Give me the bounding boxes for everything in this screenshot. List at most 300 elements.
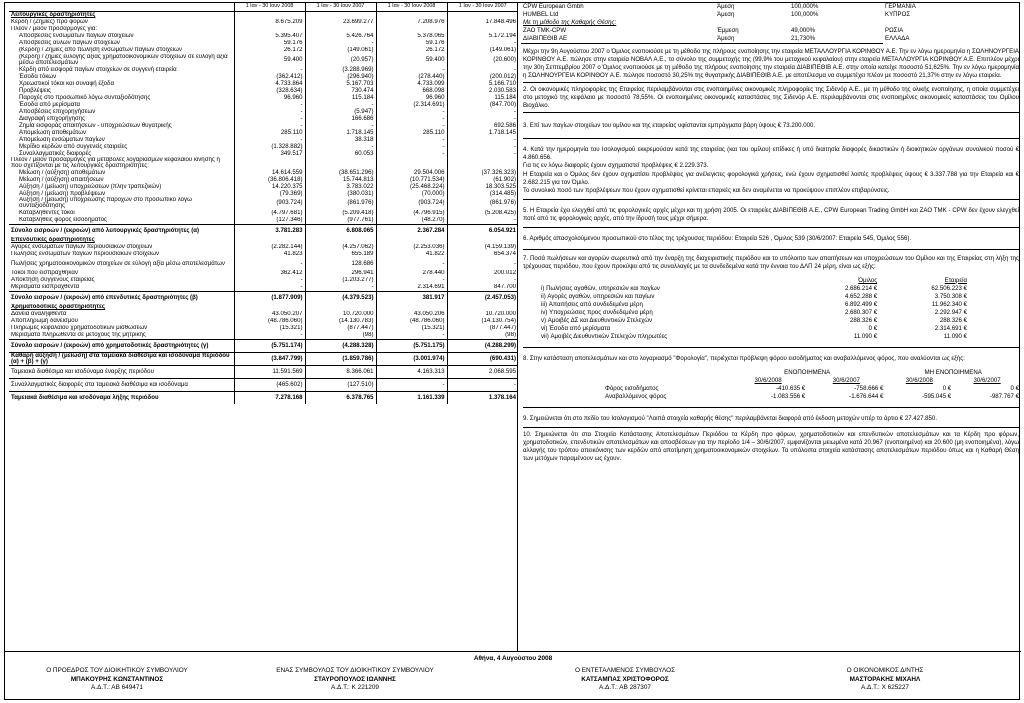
signature-block: Ο ΕΝΤΕΤΑΛΜΕΝΟΣ ΣΥΜΒΟΥΛΟΣ ΚΑΤΣΑΜΠΑΣ ΧΡΙΣΤΟΦΟΡΟΣ Α.Δ.Τ.: ΑΒ 287307 [574,667,676,692]
row-value: (296.940) [305,73,376,80]
cash-flow-row [9,47,518,54]
row-label: Μείωση / (αύξηση) αποθεμάτων [19,169,106,176]
cash-flow-row [9,129,518,136]
note-9: 9. Σημειώνεται ότι στο πεδίο του Ισολογισμού "Λοιπά στοιχεία καθαρής θέσης" περιλαμβάνεται διαφορά από έκδοση μετοχών υπέρ το άρτιο € 27.427.850. [523,411,1019,428]
row-value: 59.176 [376,40,447,47]
row-value [447,304,518,311]
row-value: 2.367.284 [376,224,447,237]
row-value [234,304,305,311]
row-label: Δάνεια αναληφθέντα [11,310,67,318]
row-value: 8.366.061 [305,365,376,378]
row-label: Πληρωμές κεφαλαίου χρηματοδοτικών μισθώσεων [11,324,148,332]
signature-block: Ο ΠΡΟΕΔΡΟΣ ΤΟΥ ΔΙΟΙΚΗΤΙΚΟΥ ΣΥΜΒΟΥΛΙΟΥ ΜΠΑΚΟΥΡΗΣ ΚΩΝΣΤΑΝΤΙΝΟΣ Α.Δ.Τ.: ΑΒ 649471 [46,667,188,692]
row-value: (70.000) [376,190,447,197]
cash-flow-row [9,378,518,391]
row-value: 26.172 [376,47,447,54]
row-value: (15.321) [376,325,447,332]
row-value: - [447,108,518,115]
row-value [376,26,447,33]
row-value: - [376,122,447,129]
row-value: 1.378.164 [447,391,518,404]
row-value: (127.510) [305,378,376,391]
column-header: 1 Ιαν - 30 Ιουν 2008 [376,3,447,12]
row-label: Πλέον / μείον προσαρμογές για μεταβολές λογαριασμών κεφαλαίου κίνησης ή που σχετίζονται με τις λειτουργικές δραστηριότητες: [11,157,220,170]
row-value: - [234,101,305,108]
row-value: - [447,258,518,270]
row-value [305,157,376,169]
row-value: 5.378.065 [376,33,447,40]
cash-flow-row [9,284,518,292]
cash-flow-row [9,66,518,73]
row-value: (903.724) [234,197,305,209]
cash-flow-row [9,94,518,101]
row-label: Καταβληθέντες τόκοι [19,209,75,217]
row-value: 692.586 [447,122,518,129]
related-party-label: vii) Αμοιβές Διευθυντικών Στελεχών πληρωτέες [541,332,668,340]
row-label: Χρηματοδοτικές δραστηριότητες [11,303,106,311]
cash-flow-row [9,210,518,217]
tax-date-header: 30/6/2008 30/6/2007 30/6/2008 30/6/2007 [754,377,1001,385]
cash-flow-row [9,12,518,20]
row-value: (149.061) [305,47,376,54]
row-value: - [376,150,447,157]
row-value: - [376,136,447,143]
row-value: 8.675.209 [234,19,305,26]
row-value: - [234,66,305,73]
row-value: (98) [305,332,376,340]
row-value: 2.030.583 [447,87,518,94]
row-label: Καταβληθείς φόρος εισοδήματος [19,216,107,224]
row-value [305,12,376,20]
row-value: 115.184 [447,94,518,101]
row-value: 2.314.691 [376,284,447,292]
row-value: 59.400 [376,54,447,66]
related-party-row [539,301,969,309]
row-value [305,304,376,311]
cash-flow-row [9,339,518,352]
row-value: 14.220.375 [234,183,305,190]
row-value: (48.270) [376,217,447,225]
row-value: - [376,332,447,340]
company-row: HUMBEL Ltd Άμεση 100,000% ΚΥΠΡΟΣ [523,11,911,19]
row-value: (5.751.175) [376,339,447,352]
financial-statement-page [4,2,1020,700]
row-value [376,237,447,244]
cash-flow-row [9,217,518,225]
row-label: Ταμειακά διαθέσιμα και ισοδύναμα λήξης περιόδου [9,391,234,404]
row-label: Έσοδα από μερίσματα [19,101,81,108]
row-label: Αύξηση / (μείωση) υποχρεώσεων (πλην τραπεζικών) [19,183,162,190]
row-value: 6.808.065 [305,224,376,237]
row-value [234,12,305,20]
cash-flow-row [9,150,518,157]
row-value: 654.374 [447,251,518,258]
row-value: (4.288.328) [305,339,376,352]
row-value: (877.447) [305,325,376,332]
cash-flow-row [9,101,518,108]
note-5: 5. Η Εταιρεία έχει ελεγχθεί από τις φορολογικές αρχές μέχρι και τη χρήση 2005. Οι εταιρείες ΔΙΑΒΙΠΕΘΙΒ Α.Ε., CPW European Trading GmbH και ΖΑΟ ΤΜΚ - CPW δεν έχουν ελεγχθεί ποτέ από τις φορολογικές αρχές, από την ίδρυσή τους μέχρι σήμερα. [523,203,1019,228]
row-value: (362.412) [234,73,305,80]
row-value: 4.733.864 [234,80,305,87]
row-value: 200.012 [447,270,518,277]
row-value: 41.822 [376,251,447,258]
related-party-value: 2.314.691 € [934,324,967,332]
row-label: Αποσβέσεις άυλων παγίων στοιχείων [19,40,120,47]
cash-flow-row [9,183,518,190]
row-value: 6.378.765 [305,391,376,404]
row-value: (877.447) [447,325,518,332]
row-label: Πωλήσεις χρηματοοικονομικών στοιχείων σε εύλογη αξία μέσω αποτελεσμάτων [11,259,225,267]
cash-flow-row [9,291,518,304]
row-value: - [447,40,518,47]
row-value: 15.744.813 [305,176,376,183]
cash-flow-row [9,157,518,169]
row-value: (903.724) [376,197,447,209]
row-value: - [447,217,518,225]
related-party-value: 62.506.223 € [931,284,967,292]
row-value: 10.720.000 [447,311,518,318]
row-value: 115.184 [305,94,376,101]
note-1: Μέχρι την 9η Αυγούστου 2007 ο Όμιλος ενοποιούσε με τη μέθοδο της πλήρους ενοποίησης την εταιρεία ΜΕΤΑΛΛΟΥΡΓΙΑ ΚΟΡΙΝΘΟΥ Α.Ε. Την εν λόγω ημερομηνία η ΣΩΛΗΝΟΥΡΓΕΙΑ ΚΟΡΙΝΘΟΥ Α.Ε. πώλησε στην εταιρεία ΝΟΒΑΛ Α.Ε., το σύνολο της συμμετοχής της (99,9% του μετοχικού κεφαλαίου) στην εταιρεία ΜΕΤΑΛΛΟΥΡΓΙΑ ΚΟΡΙΝΘΟΥ Α.Ε. Επιπλέον μέχρι την 30η Σεπτεμβρίου 2007 ο Όμιλος ενοποιούσε με τη μέθοδο της πλήρους ενοποίησης την εταιρεία ΔΙΑΒΙΠΕΘΙΒ Α.Ε. στην οποία κατείχε ποσοστό 51,625%. Την εν λόγω ημερομηνία η ΣΩΛΗΝΟΥΡΓΕΙΑ ΚΟΡΙΝΘΟΥ Α.Ε. πώλησε ποσοστό 30,25% της θυγατρικής ΔΙΑΒΙΠΕΘΙΒ Α.Ε. με αποτέλεσμα να συμμετέχει πλέον με ποσοστό 21,37% στην εν λόγω εταιρεία. [523,48,1019,83]
note-10: 10. Σημειώνεται ότι στα Στοιχεία Κατάστασης Αποτελεσμάτων Περιόδου τα Κέρδη προ φόρων, χρηματοδοτικών και επενδυτικών αποτελεσμάτων και τα Κέρδη προ φόρων, χρηματοδοτικών, επενδυτικών αποτελεσμάτων και αποσβέσεων για την περίοδο 1/4 – 30/6/2007, εμφανίζονται μειωμένα κατά 20.967 (ενοποιημένα) και 20.600 (μη ενοποιημένα), λόγω αλλαγής του τρόπου απεικόνισης των κερδών από αποτίμηση χρηματοοικονομικών στοιχείων. Τα υπόλοιπα στοιχεία κατάστασης αποτελεσμάτων περιόδου όπως και η Καθαρή Θέση των μετόχων παραμένουν ως έχουν. [523,431,1019,463]
row-value: 1.718.145 [447,129,518,136]
cash-flow-row [9,122,518,129]
cash-flow-row [9,197,518,209]
row-value [447,12,518,20]
row-label: Απόκτηση συγγενούς εταιρείας [11,276,95,284]
row-value: (847.700) [447,101,518,108]
row-value: (127.346) [234,217,305,225]
row-value: (328.634) [234,87,305,94]
notes-panel [521,3,1021,651]
row-value: - [447,378,518,391]
row-value: (5.947) [305,108,376,115]
row-value: 96.960 [376,94,447,101]
tax-row: Αναβαλλόμενος φόρος -1.083.556 € -1.676.644 € -595.045 € -987.767 € [605,393,1019,401]
row-value: (14.130.783) [305,318,376,325]
related-party-table [539,277,969,341]
cash-flow-row [9,136,518,143]
related-party-value: 11.962.340 € [931,300,967,308]
row-label: Χρεωστικοί τόκοι και συναφή έξοδα [19,80,114,87]
row-value: 278.440 [376,270,447,277]
column-divider [517,3,518,651]
row-value: 2.068.595 [447,365,518,378]
cash-flow-row [9,19,518,26]
row-value [447,157,518,169]
row-label: Επενδυτικές δραστηριότητες [11,236,95,244]
row-label: Λειτουργικές δραστηριότητες [11,11,96,19]
row-label: Συναλλαγματικές διαφορές στα ταμειακά διαθέσιμα και ισοδύναμα [9,378,234,391]
row-value: (1.203.277) [305,277,376,284]
row-value: - [376,277,447,284]
row-value [234,157,305,169]
row-value: 285.110 [376,129,447,136]
row-value: - [447,277,518,284]
row-value: (149.061) [447,47,518,54]
cash-flow-row [9,270,518,277]
row-label: Αποπληρωμή δανεισμού [11,317,78,325]
row-label: Απομείωση αποθεμάτων [19,129,87,136]
row-value: (20.600) [447,54,518,66]
cash-flow-row [9,258,518,270]
related-party-label: v) Αμοιβές ΔΣ και Διευθυντικών Στελεχών [541,316,653,324]
row-value: - [305,101,376,108]
row-value: (314.485) [447,190,518,197]
row-label: Αποσβέσεις ενσώματων παγίων στοιχείων [19,33,134,40]
row-value: (200.012) [447,73,518,80]
related-party-value: 4.652.288 € [844,292,878,300]
row-value: 349.517 [234,150,305,157]
row-value: (4.257.062) [305,244,376,251]
row-value: 10.720.000 [305,311,376,318]
row-value: (3.847.799) [234,352,305,365]
row-value: (10.771.534) [376,176,447,183]
row-value: (3.001.974) [376,352,447,365]
row-value: (36.806.418) [234,176,305,183]
cash-flow-row [9,365,518,378]
row-value: (1.859.786) [305,352,376,365]
row-value [305,237,376,244]
row-value: 14.614.559 [234,169,305,176]
row-value: 4.733.099 [376,80,447,87]
row-value [234,237,305,244]
row-value: - [447,143,518,150]
cash-flow-row [9,251,518,258]
row-value: (3.288.969) [305,66,376,73]
note-7: 7. Ποσά πωλήσεων και αγορών σωρευτικά από την έναρξη της διαχειριστικής περιόδου και το υπόλοιπο των απαιτήσεων και υποχρεώσεων του Ομίλου και της Εταιρείας στη λήξη της τρέχουσας περιόδου, που έχουν προκύψει από τις συναλλαγές με τα συνδεδεμένα κατά την έννοια του ΔΛΠ 24 μέρη, είναι ως εξής: Όμιλος Εταιρεία i) Πωλήσεις αγαθών, υπηρεσιών και παγίων 2.686.214 € 62.506.223 € ii) Αγορές αγαθών, υπηρεσιών και παγίων 4.652.288 € 3.750.308 € iii) Απαιτήσεις από συνδεδεμένα μέρη 6.892.499 € 11.962.340 € iv) Υποχρεώσεις προς συνδεδεμένα μέρη 2.680.307 € 2.292.947 € v) Αμοιβές ΔΣ και Διευθυντικών Στελεχών 288.326 € 288.326 € vi) Έσοδα από μερίσματα 0 € 2.314.691 € vii) Αμοιβές Διευθυντικών Στελεχών πληρωτέες 11.090 € 11.090 € [523,253,1019,348]
related-party-value: 2.292.947 € [934,308,967,316]
row-value: 128.686 [305,258,376,270]
row-label: Απομείωση ενσώματων παγίων [19,136,105,143]
row-value [376,304,447,311]
row-value: - [234,258,305,270]
row-value: - [447,66,518,73]
row-value: 26.172 [234,47,305,54]
row-value: (15.321) [234,325,305,332]
related-party-label: vi) Έσοδα από μερίσματα [541,324,611,332]
row-label: Διαγραφή επιχορήγησης [19,115,86,122]
row-label: (Κέρδη) / Ζημιές από πώληση ενσώματων παγίων στοιχείων [19,47,182,54]
related-party-label: iv) Υποχρεώσεις προς συνδεδεμένα μέρη [541,308,653,316]
column-header: 1 Ιαν - 30 Ιουν 2008 [234,3,305,12]
cash-flow-row [9,237,518,244]
row-value [376,157,447,169]
related-party-label: iii) Απαιτήσεις από συνδεδεμένα μέρη [541,300,643,308]
related-party-row [539,333,969,341]
note-6: 6. Αριθμός απασχολούμενου προσωπικού στο τέλος της τρέχουσας περιόδου: Εταιρεία 526 , Όμιλος 539 (30/6/2007: Εταιρεία 545, Όμιλος 556). [523,231,1019,250]
row-value: - [447,115,518,122]
companies-table [521,3,1021,44]
row-value: 11.591.569 [234,365,305,378]
row-value [234,26,305,33]
row-value: - [376,108,447,115]
row-value [447,26,518,33]
row-value: - [305,40,376,47]
row-value [376,12,447,20]
row-value: 668.098 [376,87,447,94]
row-label: Μερίδιο κερδών από συγγενείς εταιρείες [19,143,128,150]
cash-flow-row [9,318,518,325]
row-label: Πλέον / μείον προσαρμογές για: [11,26,98,33]
related-party-value: 2.680.307 € [844,308,878,316]
row-label: Πωλήσεις ενσώματων παγίων περιουσιακών στοιχείων [11,250,160,258]
row-value: - [376,378,447,391]
company-row: ΔΙΑΒΙΠΕΘΙΒ ΑΕ Άμεση 21,730% ΕΛΛΑΔΑ [523,35,910,43]
row-label: Αγορές ενσώματων παγίων περιουσιακών στοιχείων [11,243,153,251]
note-3: 3. Επί των παγίων στοιχείων του ομίλου και της εταιρείας υφίστανται εμπράγματα βάρη ύψους € 73.200.000. [523,116,1019,139]
row-label: Καθαρή αύξηση / (μείωση) στα ταμειακά διαθέσιμα και ισοδύναμα περιόδου (α) + (β) + (γ) [9,352,234,365]
cash-flow-row [9,176,518,183]
row-value: (98) [447,332,518,340]
row-label: Σύνολο εισροών / (εκροών) από χρηματοδοτικές δραστηριότητες (γ) [9,339,234,352]
row-value: 5.426.764 [305,33,376,40]
row-value: 4.163.313 [376,365,447,378]
column-header: 1 Ιαν - 30 Ιουν 2007 [447,3,518,12]
row-label: Μερίσματα πληρωθέντα σε μετόχους της μητρικής [11,331,146,339]
row-value: 5.395.407 [234,33,305,40]
row-value: 362.412 [234,270,305,277]
related-party-row [539,285,969,293]
related-party-value: 3.750.308 € [934,292,967,300]
row-label: Κέρδη από εισφορά παγίων στοιχείων σε συγγενή εταιρεία [19,66,177,73]
cash-flow-row [9,40,518,47]
row-value: 59.176 [234,40,305,47]
row-value: (5.208.425) [447,210,518,217]
row-value: 3.781.283 [234,224,305,237]
cash-flow-row [9,143,518,150]
row-label: Ζημία εισφοράς απαιτήσεων - υποχρεώσεων θυγατρικής [19,122,172,129]
signature-footer [5,653,1021,701]
row-value: 285.110 [234,129,305,136]
row-value: (20.957) [305,54,376,66]
equity-method-heading-row: Με τη μέθοδο της Καθαρής Θέσης: [523,19,617,27]
row-value: 3.783.022 [305,183,376,190]
row-value: - [234,122,305,129]
row-value: (278.440) [376,73,447,80]
cash-flow-row [9,311,518,318]
row-value: 7.208.976 [376,19,447,26]
row-value: 1.161.339 [376,391,447,404]
row-value: (1.328.882) [234,143,305,150]
company-row: CPW European Gmbh Άμεση 100,000% ΓΕΡΜΑΝΙΑ [523,3,916,10]
row-value: (4.797.681) [234,210,305,217]
row-value: 17.848.496 [447,19,518,26]
row-value: (38.651.296) [305,169,376,176]
cash-flow-header-row [9,3,518,12]
row-value: (61.902) [447,176,518,183]
related-party-value: 11.090 € [853,332,878,340]
cash-flow-row [9,73,518,80]
row-value: 43.050.207 [234,311,305,318]
row-value: (79.369) [234,190,305,197]
related-party-header: Όμιλος Εταιρεία [858,276,967,284]
row-label: Αποσβέσεις επιχορηγήσεων [19,108,96,115]
related-party-label: i) Πωλήσεις αγαθών, υπηρεσιών και παγίων [541,284,660,292]
row-label: Ταμειακά διαθέσιμα και ισοδύναμα έναρξης περιόδου [9,365,234,378]
row-value: (48.786.060) [376,318,447,325]
row-value: 29.504.006 [376,169,447,176]
row-value: 5.167.703 [305,80,376,87]
tax-group-header: ΕΝΟΠΟΙΗΜΕΝΑ ΜΗ ΕΝΟΠΟΙΗΜΕΝΑ [784,369,982,377]
note-8: 8. Στην κατάσταση αποτελεσμάτων και στο λογαριασμό "Φορολογία", περιέχεται πρόβλεψη φόρου εισοδήματος και αναβαλλόμενος φόρος, που αναλύονται ως εξής: ΕΝΟΠΟΙΗΜΕΝΑ ΜΗ ΕΝΟΠΟΙΗΜΕΝΑ 30/6/2008 30/6/2007 30/6/2008 30/6/2007 Φόρος εισοδήματος -410.635 € -758.666 € 0 € 0 € Αναβαλλόμενος φόρος -1.083.556 € -1.676.644 € -595.045 € -987.767 € [523,351,1019,408]
cash-flow-row [9,115,518,122]
cash-flow-row [9,224,518,237]
header-blank [9,3,234,12]
row-label: Μερίσματα εισπραχθέντα [11,283,80,291]
row-value: (690.431) [447,352,518,365]
tax-table [525,369,1021,401]
cash-flow-statement [9,3,518,651]
row-value: (1.877.909) [234,291,305,304]
row-label: Μείωση / (αύξηση) απαιτήσεων [19,176,104,183]
cash-flow-row [9,26,518,33]
row-value: (861.976) [305,197,376,209]
cash-flow-row [9,54,518,66]
row-label: Σύνολο εισροών / (εκροών) από λειτουργικές δραστηριότητες (α) [9,224,234,237]
row-value: - [234,332,305,340]
row-label: Παροχές στο προσωπικό λόγω συνταξιοδότησης [19,94,151,101]
cash-flow-table [9,3,518,404]
related-party-value: 288.326 € [939,316,967,324]
cash-flow-row [9,80,518,87]
row-value: (5.209.418) [305,210,376,217]
cash-flow-row [9,304,518,311]
row-value: (2.282.144) [234,244,305,251]
row-value: 730.474 [305,87,376,94]
row-value: - [234,115,305,122]
related-party-value: 288.326 € [850,316,878,324]
row-value: (380.031) [305,190,376,197]
row-value: 296.941 [305,270,376,277]
row-label: Έσοδα τόκων [19,73,57,80]
row-value: 38.318 [305,136,376,143]
row-value: - [234,136,305,143]
row-value: 60.053 [305,150,376,157]
row-value: (861.976) [447,197,518,209]
row-value: - [234,108,305,115]
row-value: (5.751.174) [234,339,305,352]
row-value: (48.786.060) [234,318,305,325]
row-label: Συναλλαγματικές διαφορές [19,150,92,157]
row-value: 23.699.277 [305,19,376,26]
row-label: Αύξηση / (μείωση) προβλέψεων [19,190,106,197]
note-2: 2. Οι οικονομικές πληροφορίες της Εταιρείας περιλαμβάνονται στις ενοποιημένες οικονομικές πληροφορίες της Σιδενόρ Α.Ε., με τη μέθοδο της ολικής ενοποίησης, η οποία συμμετέχει στο μετοχικό της κεφάλαιο με ποσοστό 78,55%. Οι ενοποιημένες οικονομικές καταστάσεις της Σιδενόρ Α.Ε. περιλαμβάνονται στις ενοποιημένες οικονομικές καταστάσεις του Ομίλου Βιοχάλκο. [523,86,1019,113]
row-value: 847.700 [447,284,518,292]
related-party-label: ii) Αγορές αγαθών, υπηρεσιών και παγίων [541,292,655,300]
row-value: 381.917 [376,291,447,304]
cash-flow-row [9,352,518,365]
row-value: - [376,143,447,150]
row-value: - [305,284,376,292]
cash-flow-row [9,391,518,404]
signature-block: Ο ΟΙΚΟΝΟΜΙΚΟΣ Δ/ΝΤΗΣ ΜΑΣΤΟΡΑΚΗΣ ΜΙΧΑΗΛ Α.Δ.Τ.: Χ 625227 [846,667,924,692]
related-party-row [539,293,969,301]
related-party-value: 0 € [868,324,878,332]
row-value: (465.602) [234,378,305,391]
row-value: (2.253.036) [376,244,447,251]
cash-flow-row [9,332,518,340]
row-value [305,26,376,33]
company-row: ΖΑΟ ΤΜΚ-CPW Έμμεση 49,000% ΡΩΣΙΑ [523,27,904,35]
related-party-row [539,309,969,317]
cash-flow-row [9,277,518,284]
cash-flow-row [9,244,518,251]
row-value: (2.457.053) [447,291,518,304]
row-value: - [234,284,305,292]
cash-flow-row [9,169,518,176]
row-value: (2.314.691) [376,101,447,108]
